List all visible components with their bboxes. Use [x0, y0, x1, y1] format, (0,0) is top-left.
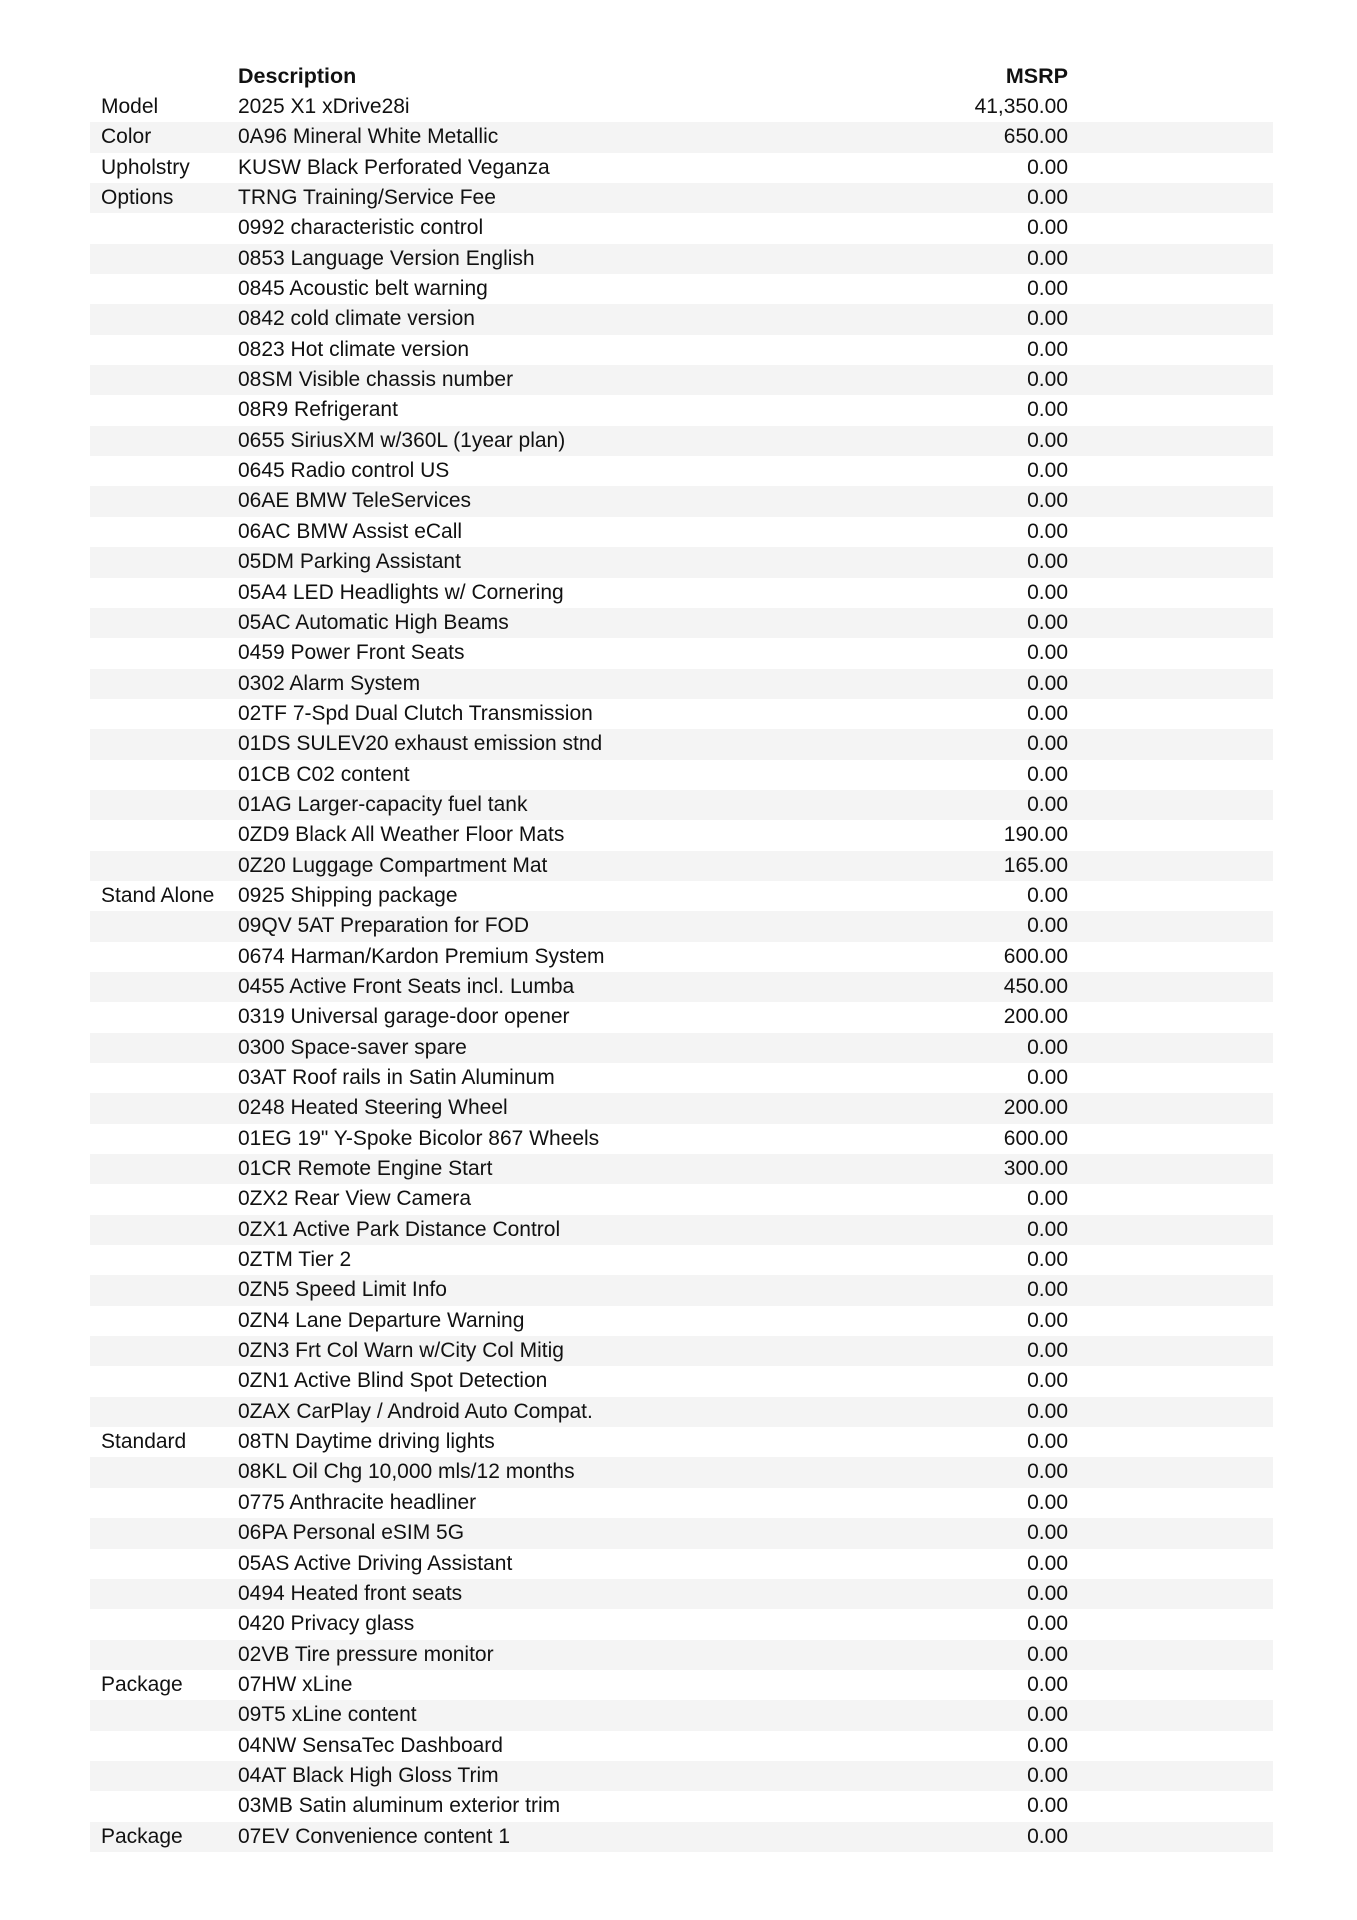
row-msrp: 0.00	[1027, 428, 1068, 452]
row-msrp: 0.00	[1027, 1672, 1068, 1696]
row-description: 0842 cold climate version	[238, 307, 475, 331]
table-row	[90, 122, 1273, 152]
row-category: Stand Alone	[101, 883, 215, 907]
table-row	[90, 365, 1273, 395]
row-category: Upholstry	[101, 155, 190, 179]
table-row	[90, 244, 1273, 274]
table-row	[90, 1457, 1273, 1487]
table-row	[90, 1154, 1273, 1184]
row-description: 0992 characteristic control	[238, 216, 484, 240]
table-row	[90, 608, 1273, 638]
row-description: 01CR Remote Engine Start	[238, 1157, 493, 1181]
row-category: Package	[101, 1672, 183, 1696]
table-row	[90, 395, 1273, 425]
row-category: Model	[101, 95, 159, 118]
row-msrp: 0.00	[1027, 1733, 1068, 1757]
table-row	[90, 1640, 1273, 1670]
row-description: 0845 Acoustic belt warning	[238, 277, 488, 301]
row-description: KUSW Black Perforated Veganza	[238, 155, 550, 179]
row-description: 0ZN4 Lane Departure Warning	[238, 1308, 525, 1332]
table-row	[90, 669, 1273, 699]
row-description: 0674 Harman/Kardon Premium System	[238, 944, 605, 968]
row-msrp: 0.00	[1027, 1794, 1068, 1818]
row-description: 0645 Radio control US	[238, 459, 450, 483]
table-row	[90, 183, 1273, 213]
row-msrp: 0.00	[1027, 1612, 1068, 1636]
table-row	[90, 972, 1273, 1002]
table-row	[90, 1822, 1273, 1852]
table-row	[90, 274, 1273, 304]
row-msrp: 0.00	[1027, 550, 1068, 574]
row-description: 0ZX2 Rear View Camera	[238, 1187, 472, 1211]
row-description: 05A4 LED Headlights w/ Cornering	[238, 580, 564, 604]
row-description: 0455 Active Front Seats incl. Lumba	[238, 974, 575, 998]
row-description: 0925 Shipping package	[238, 883, 458, 907]
row-description: 08KL Oil Chg 10,000 mls/12 months	[238, 1460, 575, 1484]
row-msrp: 600.00	[1003, 1126, 1068, 1150]
row-description: 03AT Roof rails in Satin Aluminum	[238, 1066, 555, 1089]
row-description: 0ZN5 Speed Limit Info	[238, 1278, 447, 1302]
row-msrp: 0.00	[1027, 701, 1068, 725]
table-row	[90, 881, 1273, 911]
row-msrp: 0.00	[1027, 1763, 1068, 1787]
row-description: 06AC BMW Assist eCall	[238, 519, 463, 543]
row-description: 01CB C02 content	[238, 762, 410, 786]
table-row	[90, 92, 1273, 122]
table-row	[90, 942, 1273, 972]
row-msrp: 0.00	[1027, 155, 1068, 179]
row-description: 0823 Hot climate version	[238, 337, 470, 361]
row-msrp: 0.00	[1027, 732, 1068, 756]
table-row	[90, 1002, 1273, 1032]
row-msrp: 0.00	[1027, 1248, 1068, 1272]
table-row	[90, 1488, 1273, 1518]
row-description: 08SM Visible chassis number	[238, 368, 514, 392]
row-msrp: 0.00	[1027, 337, 1068, 361]
msrp-column-header: MSRP	[1005, 64, 1068, 88]
row-msrp: 0.00	[1027, 1217, 1068, 1241]
row-msrp: 0.00	[1027, 1703, 1068, 1727]
row-description: 01AG Larger-capacity fuel tank	[238, 792, 528, 816]
row-msrp: 0.00	[1027, 671, 1068, 695]
table-row	[90, 456, 1273, 486]
row-description: 0A96 Mineral White Metallic	[238, 125, 499, 149]
row-description: 0300 Space-saver spare	[238, 1035, 467, 1059]
row-msrp: 0.00	[1027, 246, 1068, 270]
table-row	[90, 1700, 1273, 1730]
table-row	[90, 1670, 1273, 1700]
row-description: 09T5 xLine content	[238, 1703, 417, 1727]
row-msrp: 0.00	[1027, 610, 1068, 634]
row-description: 0459 Power Front Seats	[238, 641, 465, 665]
table-row	[90, 760, 1273, 790]
table-row	[90, 911, 1273, 941]
table-header	[90, 62, 1273, 92]
table-row	[90, 213, 1273, 243]
row-description: 0655 SiriusXM w/360L (1year plan)	[238, 428, 566, 452]
row-description: 0420 Privacy glass	[238, 1612, 415, 1636]
row-description: 0ZD9 Black All Weather Floor Mats	[238, 823, 565, 847]
table-row	[90, 1184, 1273, 1214]
table-row	[90, 1275, 1273, 1305]
row-description: 0775 Anthracite headliner	[238, 1490, 477, 1514]
row-msrp: 0.00	[1027, 762, 1068, 786]
row-msrp: 0.00	[1027, 459, 1068, 483]
row-msrp: 0.00	[1027, 277, 1068, 301]
table-row	[90, 699, 1273, 729]
row-description: 05AC Automatic High Beams	[238, 610, 509, 634]
table-row	[90, 1761, 1273, 1791]
row-msrp: 0.00	[1027, 1824, 1068, 1848]
row-category: Options	[101, 186, 174, 210]
row-msrp: 0.00	[1027, 519, 1068, 543]
row-msrp: 0.00	[1027, 1369, 1068, 1393]
row-msrp: 0.00	[1027, 1035, 1068, 1059]
table-row	[90, 1124, 1273, 1154]
table-row	[90, 638, 1273, 668]
row-msrp: 0.00	[1027, 1642, 1068, 1666]
row-description: 05AS Active Driving Assistant	[238, 1551, 513, 1575]
row-description: 06PA Personal eSIM 5G	[238, 1521, 465, 1545]
row-msrp: 0.00	[1027, 368, 1068, 392]
row-msrp: 200.00	[1003, 1005, 1068, 1029]
row-description: 04NW SensaTec Dashboard	[238, 1733, 503, 1757]
row-msrp: 0.00	[1027, 489, 1068, 513]
row-description: 0319 Universal garage-door opener	[238, 1005, 570, 1029]
table-row	[90, 1336, 1273, 1366]
table-row	[90, 426, 1273, 456]
row-msrp: 600.00	[1003, 944, 1068, 968]
row-msrp: 0.00	[1027, 1339, 1068, 1363]
table-row	[90, 1245, 1273, 1275]
row-description: 0ZN1 Active Blind Spot Detection	[238, 1369, 548, 1393]
row-description: 0Z20 Luggage Compartment Mat	[238, 853, 548, 877]
row-description: 01DS SULEV20 exhaust emission stnd	[238, 732, 603, 756]
table-row	[90, 153, 1273, 183]
table-row	[90, 1093, 1273, 1123]
row-description: 02VB Tire pressure monitor	[238, 1642, 494, 1666]
row-msrp: 450.00	[1003, 974, 1068, 998]
row-msrp: 0.00	[1027, 580, 1068, 604]
row-description: 05DM Parking Assistant	[238, 550, 461, 574]
options-table	[90, 92, 1273, 1852]
table-row	[90, 820, 1273, 850]
table-row	[90, 1033, 1273, 1063]
table-row	[90, 729, 1273, 759]
row-msrp: 0.00	[1027, 914, 1068, 938]
table-row	[90, 1731, 1273, 1761]
row-description: 0494 Heated front seats	[238, 1581, 463, 1605]
row-description: 07EV Convenience content 1	[238, 1824, 511, 1848]
table-row	[90, 1397, 1273, 1427]
table-row	[90, 517, 1273, 547]
table-row	[90, 1427, 1273, 1457]
table-row	[90, 1791, 1273, 1821]
row-msrp: 0.00	[1027, 1460, 1068, 1484]
row-description: 0302 Alarm System	[238, 671, 421, 695]
row-description: 0ZX1 Active Park Distance Control	[238, 1217, 561, 1241]
row-description: 01EG 19" Y-Spoke Bicolor 867 Wheels	[238, 1126, 600, 1150]
description-column-header: Description	[238, 64, 357, 88]
row-description: 04AT Black High Gloss Trim	[238, 1763, 499, 1787]
row-description: 03MB Satin aluminum exterior trim	[238, 1794, 561, 1818]
table-row	[90, 851, 1273, 881]
table-row	[90, 1215, 1273, 1245]
row-msrp: 0.00	[1027, 883, 1068, 907]
row-msrp: 41,350.00	[974, 95, 1068, 118]
row-msrp: 165.00	[1003, 853, 1068, 877]
row-description: 08TN Daytime driving lights	[238, 1430, 495, 1454]
row-description: 2025 X1 xDrive28i	[238, 95, 410, 118]
table-row	[90, 1609, 1273, 1639]
row-msrp: 0.00	[1027, 1187, 1068, 1211]
row-msrp: 0.00	[1027, 307, 1068, 331]
row-msrp: 0.00	[1027, 1278, 1068, 1302]
row-msrp: 0.00	[1027, 1521, 1068, 1545]
row-description: 0ZN3 Frt Col Warn w/City Col Mitig	[238, 1339, 564, 1363]
table-row	[90, 1063, 1273, 1093]
row-msrp: 0.00	[1027, 1490, 1068, 1514]
row-description: 0248 Heated Steering Wheel	[238, 1096, 508, 1120]
row-description: 0ZAX CarPlay / Android Auto Compat.	[238, 1399, 593, 1423]
row-description: 07HW xLine	[238, 1672, 353, 1696]
row-msrp: 200.00	[1003, 1096, 1068, 1120]
row-category: Standard	[101, 1430, 187, 1454]
row-msrp: 0.00	[1027, 1066, 1068, 1089]
table-row	[90, 335, 1273, 365]
row-msrp: 0.00	[1027, 1308, 1068, 1332]
row-msrp: 650.00	[1003, 125, 1068, 149]
row-msrp: 0.00	[1027, 1399, 1068, 1423]
table-row	[90, 578, 1273, 608]
table-row	[90, 1579, 1273, 1609]
row-msrp: 0.00	[1027, 216, 1068, 240]
row-msrp: 0.00	[1027, 792, 1068, 816]
row-description: TRNG Training/Service Fee	[238, 186, 496, 210]
table-row	[90, 486, 1273, 516]
table-row	[90, 1549, 1273, 1579]
row-category: Package	[101, 1824, 183, 1848]
row-category: Color	[101, 125, 152, 149]
row-msrp: 0.00	[1027, 186, 1068, 210]
row-msrp: 0.00	[1027, 398, 1068, 422]
table-row	[90, 547, 1273, 577]
row-description: 06AE BMW TeleServices	[238, 489, 472, 513]
row-msrp: 190.00	[1003, 823, 1068, 847]
row-description: 0853 Language Version English	[238, 246, 535, 270]
row-description: 08R9 Refrigerant	[238, 398, 398, 422]
row-description: 02TF 7-Spd Dual Clutch Transmission	[238, 701, 593, 725]
table-row	[90, 304, 1273, 334]
table-row	[90, 790, 1273, 820]
table-row	[90, 1366, 1273, 1396]
row-msrp: 0.00	[1027, 641, 1068, 665]
row-description: 0ZTM Tier 2	[238, 1248, 352, 1272]
table-row	[90, 1518, 1273, 1548]
row-description: 09QV 5AT Preparation for FOD	[238, 914, 530, 938]
row-msrp: 0.00	[1027, 1551, 1068, 1575]
row-msrp: 300.00	[1003, 1157, 1068, 1181]
row-msrp: 0.00	[1027, 1581, 1068, 1605]
table-row	[90, 1306, 1273, 1336]
row-msrp: 0.00	[1027, 1430, 1068, 1454]
